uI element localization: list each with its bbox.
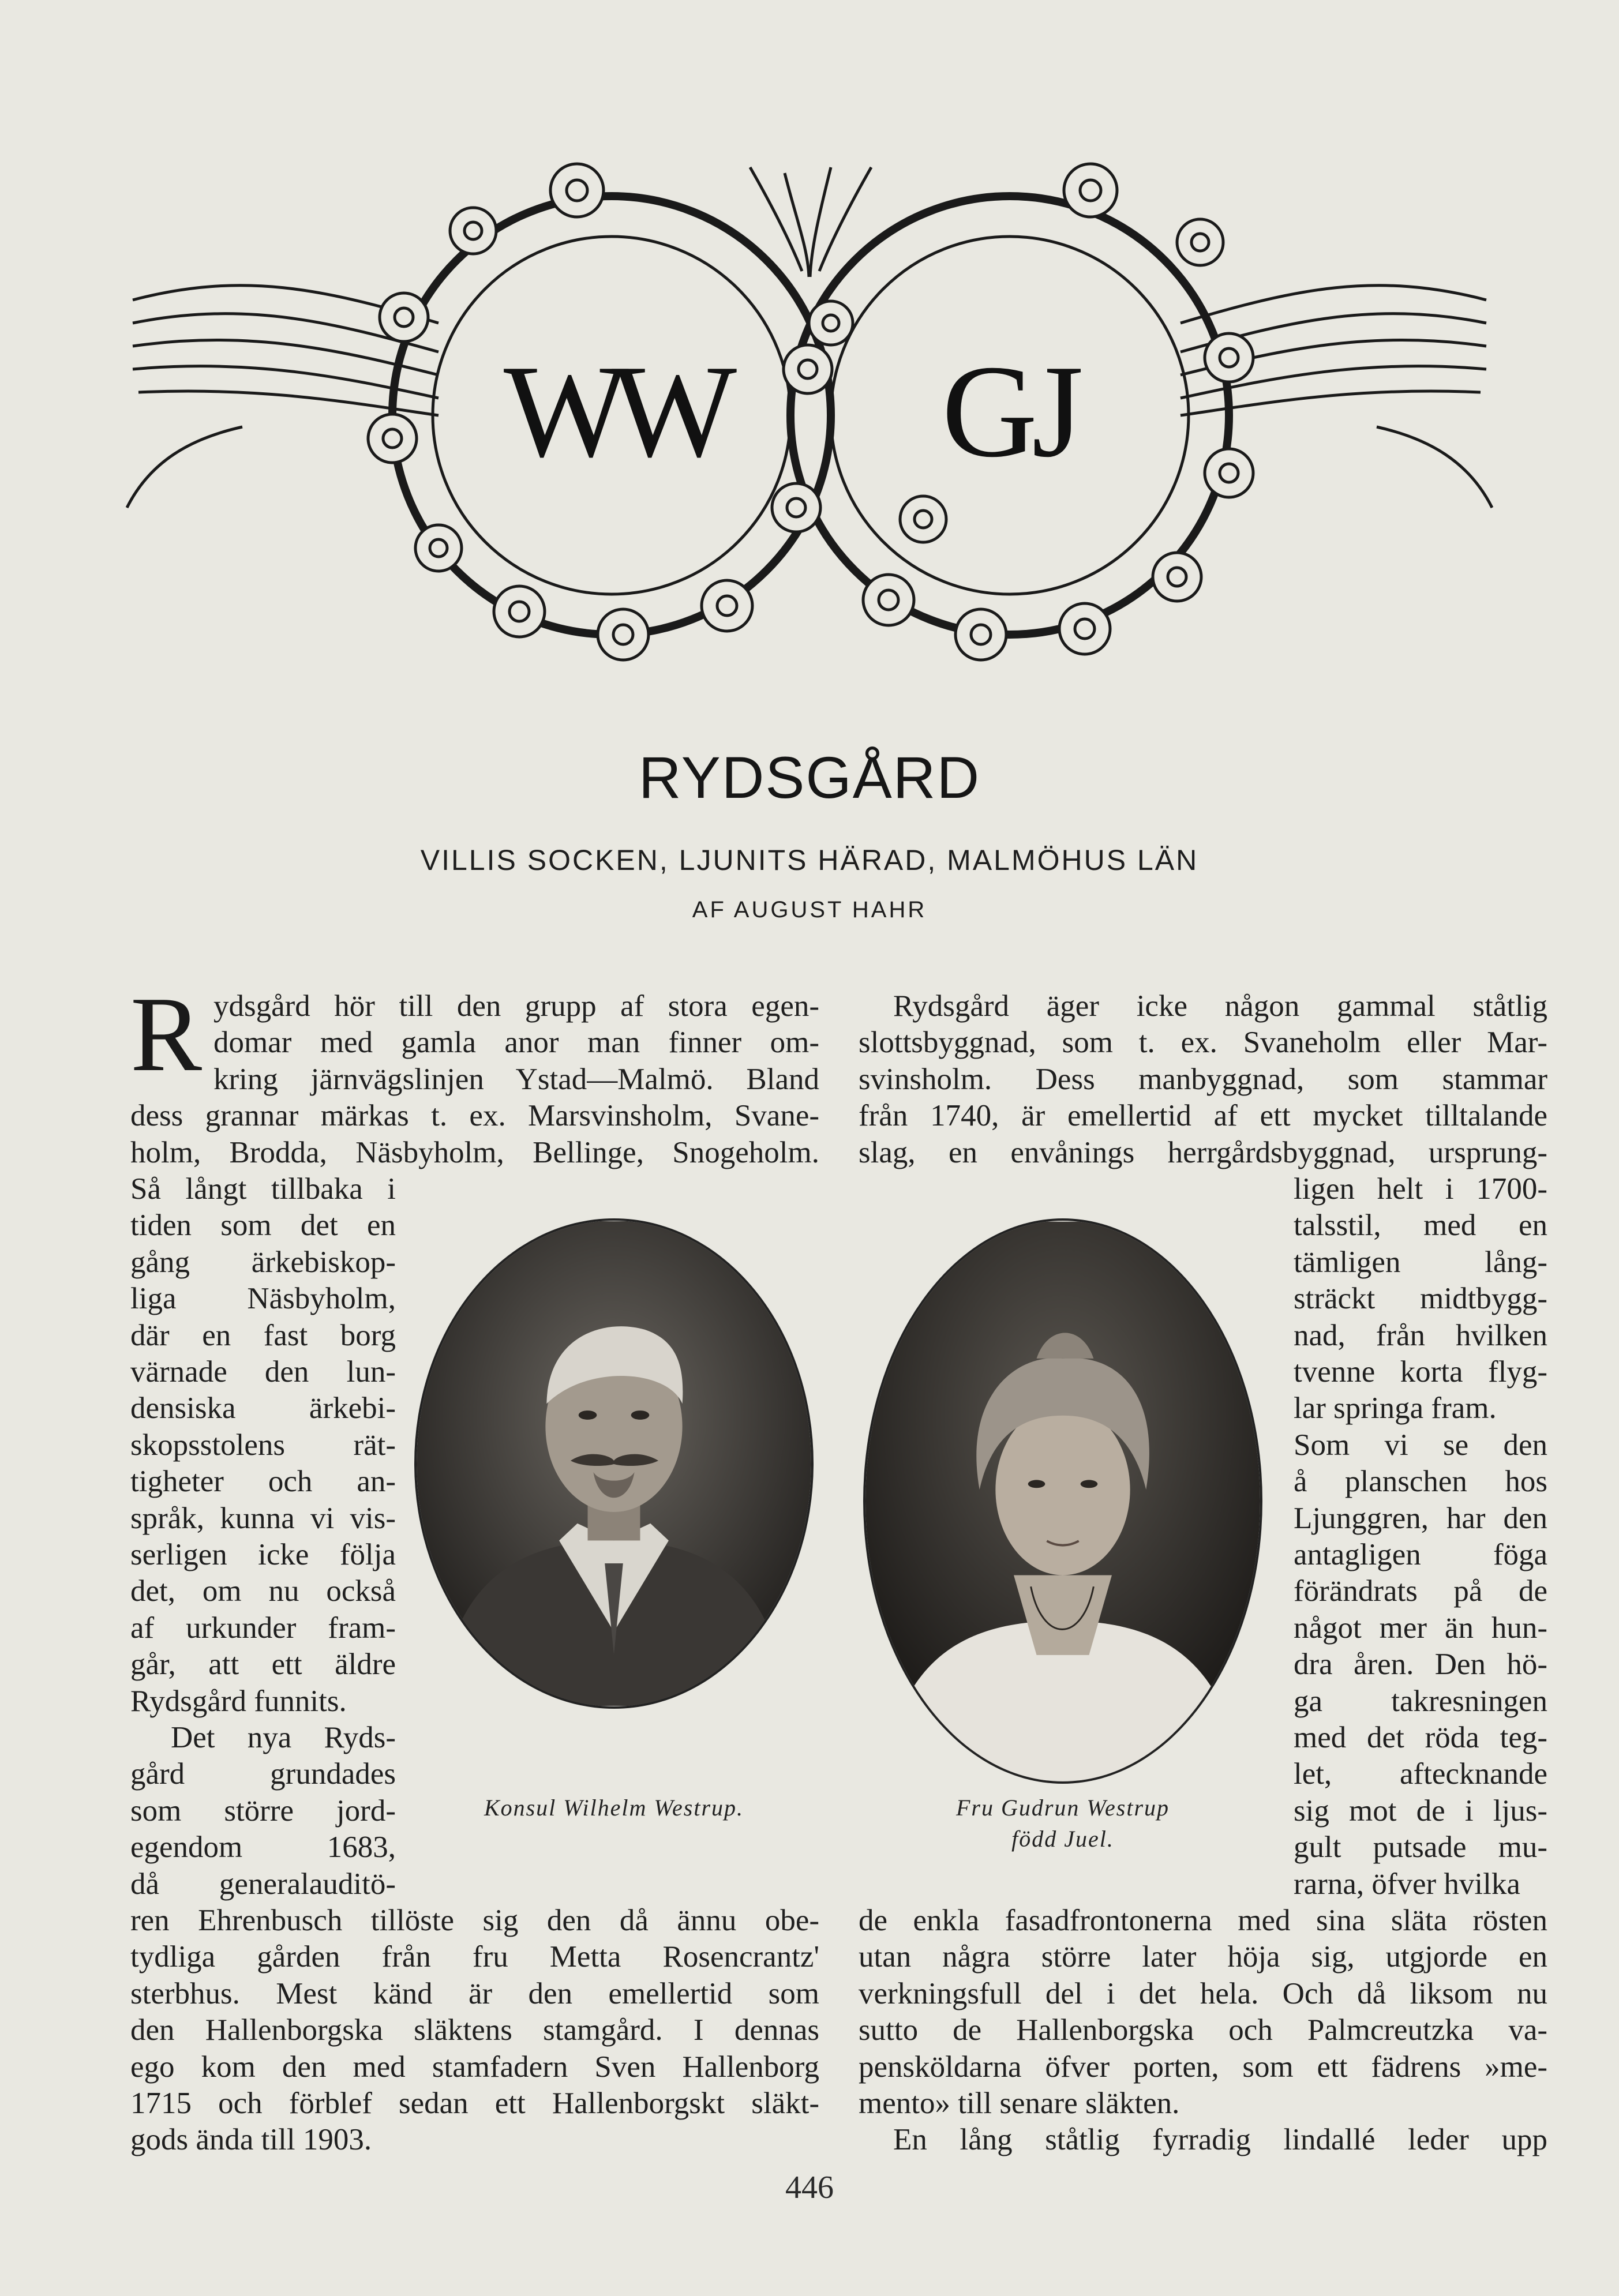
text-line: svinsholm. Dess manbyggnad, som stammar — [859, 1062, 1547, 1096]
text-line: Det nya Ryds- — [171, 1721, 396, 1754]
portrait-man-image — [417, 1221, 811, 1706]
text-line: sterbhus. Mest känd är den emellertid som — [130, 1976, 819, 2010]
text-line: sig mot de i ljus- — [1294, 1794, 1547, 1828]
text-line: lar springa fram. — [1294, 1391, 1497, 1425]
text-line: domar med gamla anor man finner om- — [213, 1026, 819, 1060]
text-line: kring järnvägslinjen Ystad—Malmö. Bland — [213, 1062, 819, 1096]
text-line: egendom 1683, — [130, 1830, 396, 1864]
caption-right-line2: född Juel. — [1011, 1826, 1114, 1852]
monogram-right: GJ — [942, 337, 1078, 485]
text-line: å planschen hos — [1294, 1465, 1547, 1499]
text-line: gård grundades — [130, 1757, 396, 1791]
portrait-wilhelm-westrup — [414, 1218, 814, 1709]
text-line: nad, från hvilken — [1294, 1318, 1547, 1352]
text-line: slag, en envånings herrgårdsbyggnad, ursprung- — [859, 1135, 1547, 1169]
text-line: Ljunggren, har den — [1294, 1501, 1547, 1535]
text-line: serligen icke följa — [130, 1538, 396, 1571]
caption-left: Konsul Wilhelm Westrup. — [484, 1795, 744, 1821]
text-line: tvenne korta flyg- — [1294, 1355, 1547, 1389]
text-line: den Hallenborgska släktens stamgård. I dennas — [130, 2013, 819, 2047]
text-line: gång ärkebiskop- — [130, 1245, 396, 1279]
monogram-banner — [0, 0, 1619, 692]
text-line: tämligen lång- — [1294, 1245, 1547, 1279]
text-line: gult putsade mu- — [1294, 1830, 1547, 1864]
text-line: Rydsgård äger icke någon gammal ståtlig — [893, 989, 1547, 1023]
text-line: ego kom den med stamfadern Sven Hallenborg — [130, 2050, 819, 2084]
text-line: då generalauditö- — [130, 1867, 396, 1901]
text-line: ydsgård hör till den grupp af stora egen- — [213, 989, 819, 1023]
text-line: sträckt midtbygg- — [1294, 1282, 1547, 1316]
text-line: holm, Brodda, Näsbyholm, Bellinge, Snogeholm. — [130, 1135, 819, 1169]
text-line: talsstil, med en — [1294, 1209, 1547, 1243]
text-line: dra åren. Den hö- — [1294, 1648, 1547, 1682]
text-line: ligen helt i 1700- — [1294, 1172, 1547, 1206]
text-line: med det röda teg- — [1294, 1721, 1547, 1754]
page-number: 446 — [785, 2170, 834, 2205]
text-line: tigheter och an- — [130, 1465, 396, 1499]
text-line: något mer än hun- — [1294, 1611, 1547, 1645]
text-line: det, om nu också — [130, 1574, 396, 1608]
text-line: Rydsgård funnits. — [130, 1684, 347, 1718]
text-line: densiska ärkebi- — [130, 1391, 396, 1425]
text-line: antagligen föga — [1294, 1538, 1547, 1571]
text-line: dess grannar märkas t. ex. Marsvinsholm, Svane- — [130, 1099, 819, 1133]
caption-right-line1: Fru Gudrun Westrup — [955, 1795, 1170, 1821]
text-line: ren Ehrenbusch tillöste sig den då ännu obe- — [130, 1904, 819, 1937]
text-line: slottsbyggnad, som t. ex. Svaneholm eller Mar- — [859, 1026, 1547, 1060]
article-title: RYDSGÅRD — [638, 745, 981, 811]
text-line: af urkunder fram- — [130, 1611, 396, 1645]
text-line: verkningsfull del i det hela. Och då liksom nu — [859, 1976, 1547, 2010]
text-line: tydliga gården från fru Metta Rosencrantz' — [130, 1940, 819, 1974]
text-line: utan några större later höja sig, utgjorde en — [859, 1940, 1547, 1974]
text-line: skopsstolens rät- — [130, 1428, 396, 1462]
text-line: Så långt tillbaka i — [130, 1172, 396, 1206]
text-line: Som vi se den — [1294, 1428, 1547, 1462]
text-line: tiden som det en — [130, 1209, 396, 1243]
article-subtitle: VILLIS SOCKEN, LJUNITS HÄRAD, MALMÖHUS LÄN — [420, 844, 1199, 876]
drop-cap: R — [130, 975, 203, 1094]
text-line: de enkla fasadfrontonerna med sina släta rösten — [859, 1904, 1547, 1937]
text-line: gods ända till 1903. — [130, 2123, 372, 2157]
text-line: pensköldarna öfver porten, som ett fädrens »me- — [859, 2050, 1547, 2084]
text-line: där en fast borg — [130, 1318, 396, 1352]
text-line: mento» till senare släkten. — [859, 2087, 1180, 2120]
text-line: förändrats på de — [1294, 1574, 1547, 1608]
text-line: går, att ett äldre — [130, 1648, 396, 1682]
text-line: let, aftecknande — [1294, 1757, 1547, 1791]
text-line: som större jord- — [130, 1794, 396, 1828]
portrait-gudrun-westrup — [863, 1218, 1262, 1784]
portrait-woman-image — [865, 1221, 1260, 1781]
text-line: från 1740, är emellertid af ett mycket tilltalande — [859, 1099, 1547, 1133]
text-line: sutto de Hallenborgska och Palmcreutzka va- — [859, 2013, 1547, 2047]
text-line: rarna, öfver hvilka — [1294, 1867, 1520, 1901]
article-byline: AF AUGUST HAHR — [692, 897, 927, 922]
monogram-left: WW — [503, 337, 720, 485]
text-line: liga Näsbyholm, — [130, 1282, 396, 1316]
text-line: ga takresningen — [1294, 1684, 1547, 1718]
text-line: språk, kunna vi vis- — [130, 1501, 396, 1535]
text-line: En lång ståtlig fyrradig lindallé leder upp — [893, 2123, 1547, 2157]
text-line: 1715 och förblef sedan ett Hallenborgskt släkt- — [130, 2087, 819, 2120]
text-line: värnade den lun- — [130, 1355, 396, 1389]
